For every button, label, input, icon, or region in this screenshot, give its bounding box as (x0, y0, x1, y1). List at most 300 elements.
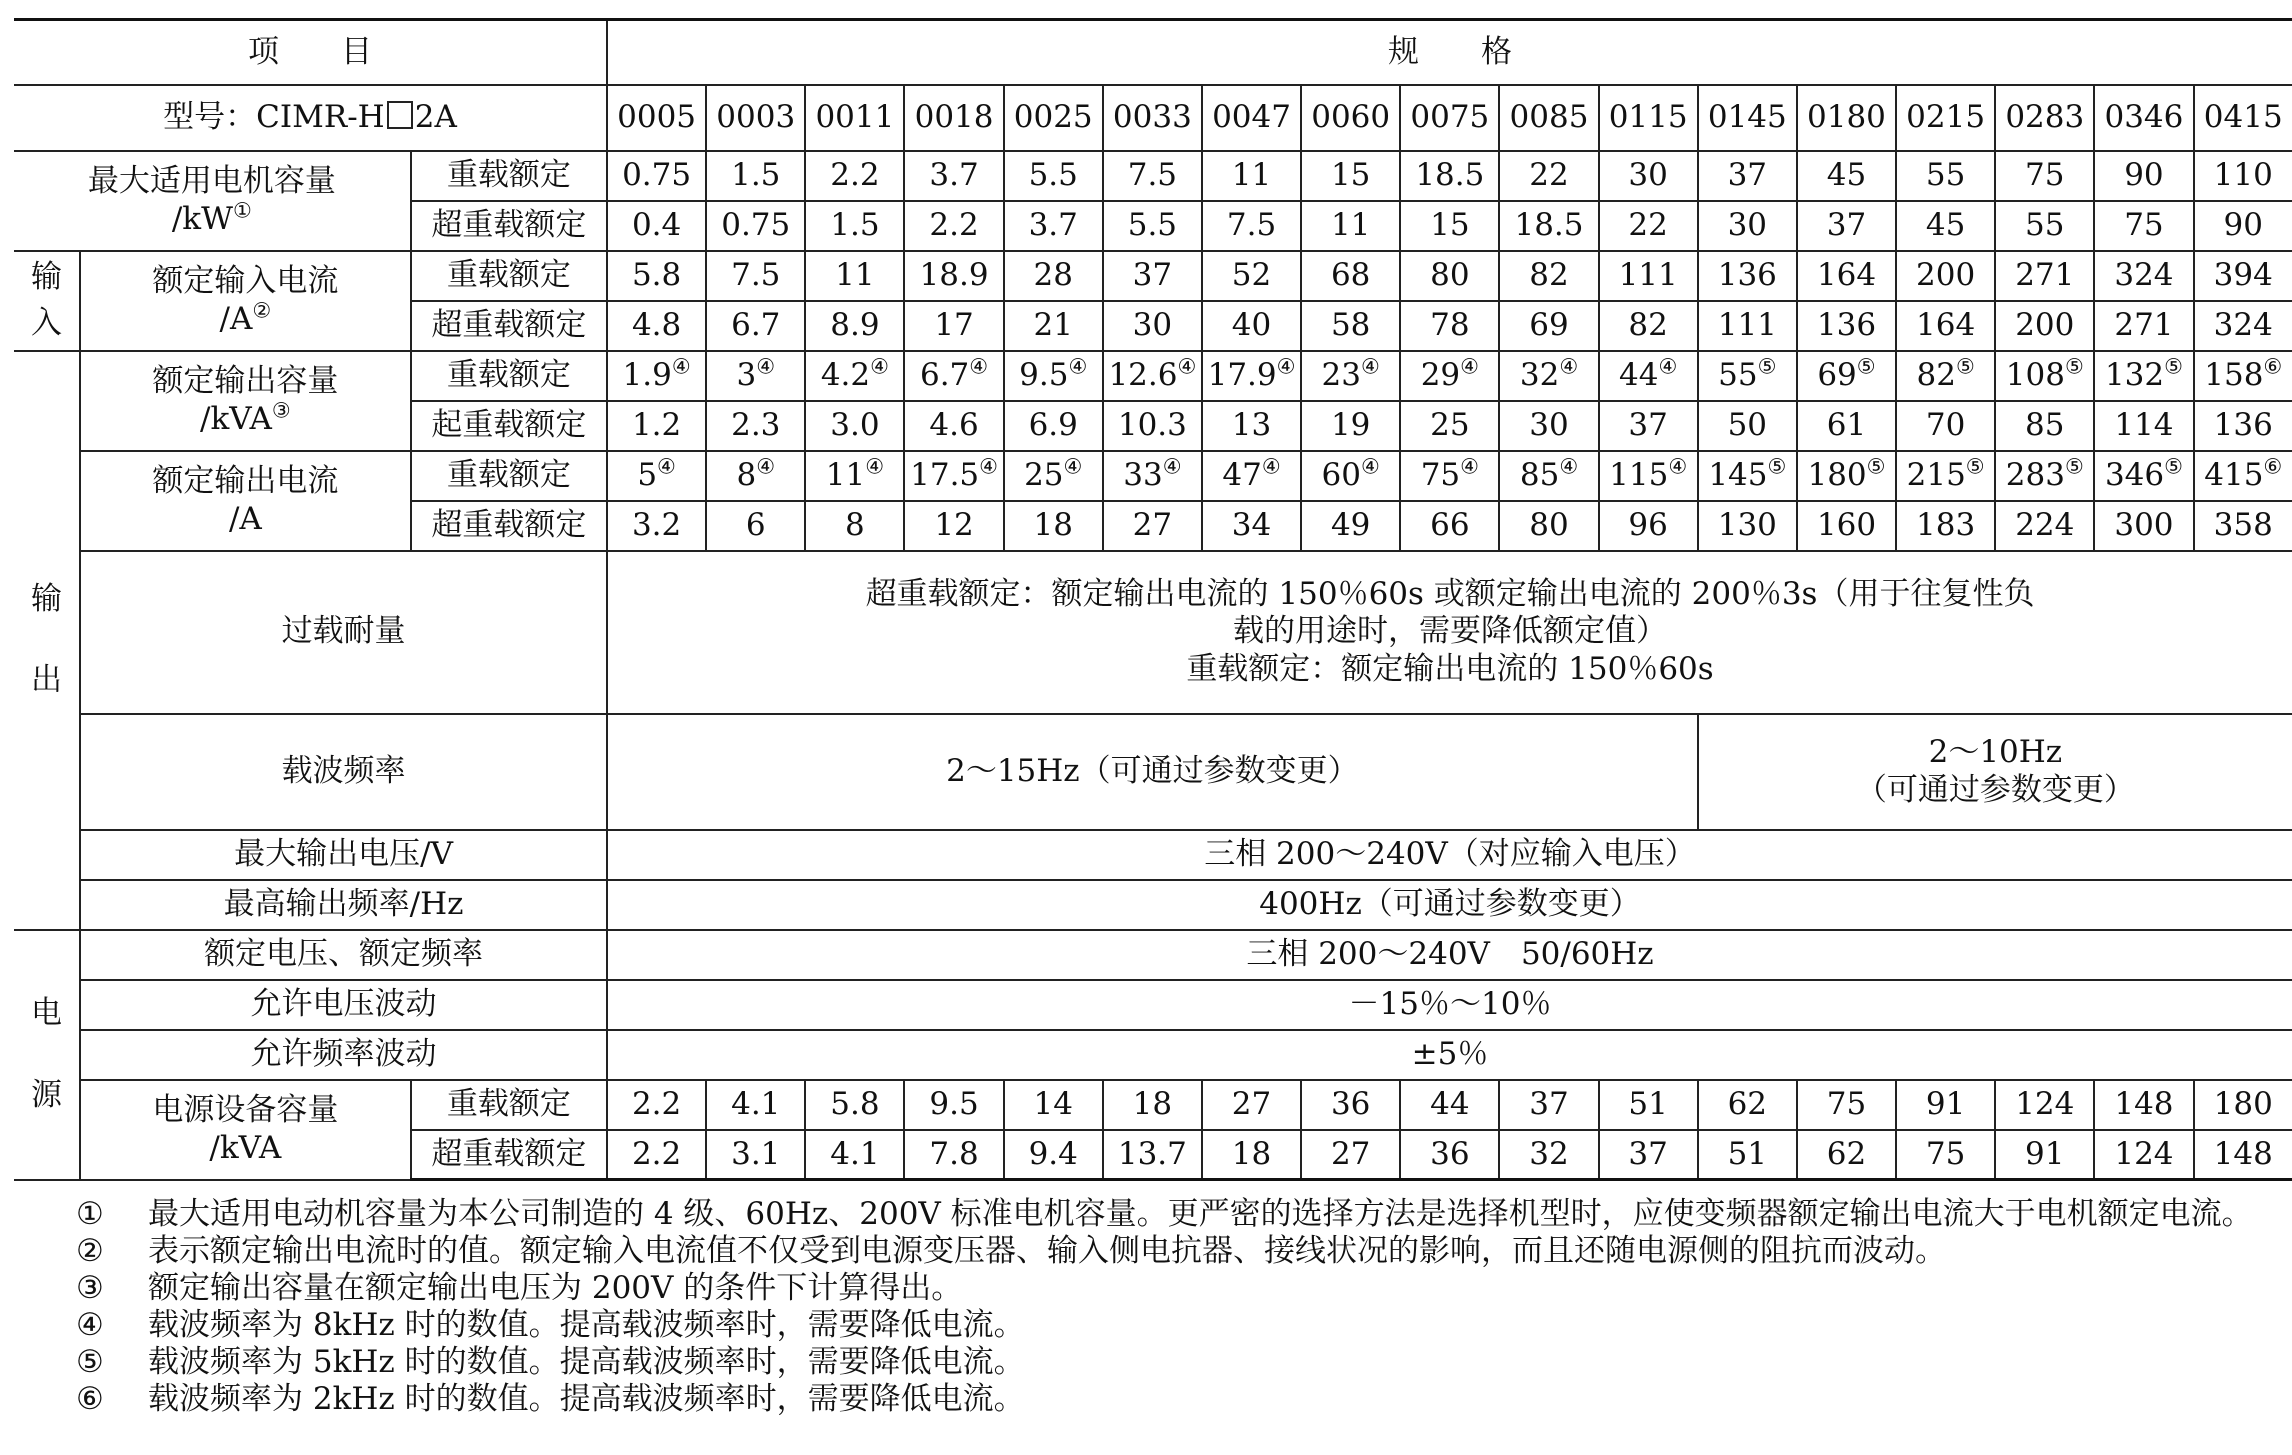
cell-value: 11 (825, 456, 866, 493)
value-cell (607, 451, 706, 501)
cell-value: 3.2 (631, 506, 682, 543)
value-cell (2094, 351, 2193, 401)
input-current-unit: /A (219, 300, 253, 337)
value-cell (1202, 251, 1301, 301)
value-cell (1499, 151, 1598, 201)
cell-value: 2.2 (830, 156, 880, 193)
value-cell (904, 501, 1003, 551)
footnote-mark: ④ (1460, 454, 1479, 479)
input-current-label (80, 251, 411, 351)
cell-value: 8.9 (830, 306, 880, 343)
heavy-rating-label: 重载额定 (411, 251, 607, 301)
value-cell (1301, 1080, 1400, 1130)
value-cell (1499, 251, 1598, 301)
cell-value: 7.8 (929, 1135, 979, 1172)
value-cell (706, 351, 805, 401)
cell-value: 47 (1222, 456, 1262, 493)
value-cell (1995, 401, 2094, 451)
cell-value: 40 (1231, 306, 1272, 343)
header-item: 项 目 (14, 20, 607, 85)
footnote-mark: ⑤ (1955, 354, 1975, 379)
footnote-number: ⑤ (76, 1344, 104, 1380)
value-cell (1202, 351, 1301, 401)
footnote-mark: ④ (671, 354, 691, 379)
model-label-suffix: 2A (414, 98, 457, 135)
footnote-mark: ④ (657, 454, 676, 479)
output-capacity-unit: /kVA (200, 400, 272, 437)
value-cell (1499, 351, 1598, 401)
value-cell (1301, 401, 1400, 451)
cell-value: 44 (1619, 356, 1659, 393)
model-cell (904, 85, 1003, 151)
power-capacity-unit: /kVA (209, 1129, 282, 1166)
footnote-mark: ⑤ (1757, 354, 1777, 379)
cell-value: 148 (2114, 1085, 2174, 1122)
value-cell (1797, 501, 1896, 551)
value-cell (1499, 201, 1598, 251)
cell-value: 108 (2005, 356, 2065, 393)
value-cell (1103, 251, 1202, 301)
value-cell (1797, 201, 1896, 251)
value-cell (1400, 501, 1499, 551)
cell-value: 27 (1231, 1085, 1272, 1122)
input-current-label-1: 额定输入电流 (152, 263, 339, 300)
volt-fluct-label: 允许电压波动 (80, 980, 607, 1030)
cell-value: 18 (1231, 1135, 1272, 1172)
value-cell (1797, 1080, 1896, 1130)
value-cell (1797, 351, 1896, 401)
cell-value: 0011 (815, 98, 895, 135)
value-cell (1400, 151, 1499, 201)
value-cell (1896, 451, 1995, 501)
cell-value: 0075 (1410, 98, 1490, 135)
cell-value: 7.5 (1226, 206, 1277, 243)
cell-value: 0283 (2005, 98, 2085, 135)
model-cell (706, 85, 805, 151)
value-cell (1599, 251, 1698, 301)
footnote-mark: ④ (1063, 454, 1083, 479)
value-cell (1004, 501, 1103, 551)
cell-value: 19 (1330, 406, 1371, 443)
value-cell (1400, 201, 1499, 251)
cell-value: 0085 (1509, 98, 1589, 135)
cell-value: 75 (1420, 456, 1461, 493)
footnote-text: 载波频率为 2kHz 时的数值。提高载波频率时，需要降低电流。 (148, 1381, 1025, 1417)
footnote-mark: ④ (979, 454, 998, 479)
footnote (76, 1196, 2276, 1233)
cell-value: 0.75 (622, 156, 692, 193)
value-cell (1995, 251, 2094, 301)
value-cell (2194, 1080, 2292, 1130)
cell-value: 0025 (1013, 98, 1093, 135)
cell-value: 271 (2114, 306, 2174, 343)
cell-value: 4.1 (830, 1135, 880, 1172)
cell-value: 18.5 (1415, 156, 1485, 193)
cell-value: 4.8 (631, 306, 682, 343)
value-cell (1004, 301, 1103, 351)
group-char: 源 (31, 1076, 63, 1113)
cell-value: 34 (1231, 506, 1272, 543)
cell-value: 91 (1925, 1085, 1966, 1122)
cell-value: 215 (1906, 456, 1966, 493)
cell-value: 17 (934, 306, 974, 343)
cell-value: 21 (1033, 306, 1073, 343)
value-cell (1202, 501, 1301, 551)
value-cell (1301, 301, 1400, 351)
carrier-high-line: （可通过参数变更） (1855, 771, 2135, 808)
value-cell (1698, 251, 1797, 301)
cell-value: 164 (1816, 256, 1877, 293)
footnote-mark: ④ (1276, 354, 1296, 379)
footnote-mark: ⑤ (2064, 454, 2084, 479)
value-cell (1301, 1130, 1400, 1180)
value-cell (1301, 501, 1400, 551)
value-cell (1103, 451, 1202, 501)
value-cell (706, 201, 805, 251)
cell-value: 358 (2213, 506, 2273, 543)
value-cell (706, 401, 805, 451)
footnote-mark: ④ (1068, 354, 1088, 379)
cell-value: 37 (1727, 156, 1768, 193)
max-voltage-value: 三相 200～240V（对应输入电压） (607, 830, 2292, 880)
output-current-unit: /A (228, 500, 262, 537)
header-spec: 规 格 (607, 20, 2292, 85)
value-cell (904, 401, 1003, 451)
cell-value: 9.5 (1019, 356, 1069, 393)
cell-value: 1.2 (631, 406, 682, 443)
cell-value: 9.5 (929, 1085, 979, 1122)
cell-value: 5.5 (1028, 156, 1078, 193)
table-row (14, 251, 2292, 301)
footnote-mark: ④ (1261, 454, 1281, 479)
value-cell (904, 151, 1003, 201)
value-cell (1698, 401, 1797, 451)
cell-value: 200 (1916, 256, 1976, 293)
value-cell (1698, 1130, 1797, 1180)
cell-value: 283 (2005, 456, 2065, 493)
footnote-text: 载波频率为 5kHz 时的数值。提高载波频率时，需要降低电流。 (148, 1344, 1025, 1380)
value-cell (1698, 351, 1797, 401)
placeholder-box-icon (387, 101, 413, 129)
cell-value: 27 (1132, 506, 1173, 543)
cell-value: 85 (1519, 456, 1560, 493)
cell-value: 58 (1330, 306, 1371, 343)
value-cell (2194, 501, 2292, 551)
cell-value: 0060 (1311, 98, 1391, 135)
cell-value: 22 (1628, 206, 1668, 243)
cell-value: 124 (2015, 1085, 2075, 1122)
value-cell (1896, 251, 1995, 301)
cell-value: 60 (1321, 456, 1361, 493)
overload-value (607, 551, 2292, 714)
value-cell (2094, 401, 2193, 451)
footnote-mark: ④ (756, 354, 776, 379)
value-cell (706, 151, 805, 201)
model-cell (1202, 85, 1301, 151)
cell-value: 45 (1826, 156, 1867, 193)
table-row (14, 351, 2292, 401)
volt-fluct-value: －15％～10％ (607, 980, 2292, 1030)
cell-value: 15 (1330, 156, 1371, 193)
value-cell (1599, 451, 1698, 501)
group-input (14, 251, 80, 351)
cell-value: 82 (1628, 306, 1668, 343)
cell-value: 30 (1628, 156, 1668, 193)
footnote-mark: ④ (1559, 454, 1579, 479)
table-row (14, 880, 2292, 930)
value-cell (1599, 401, 1698, 451)
value-cell (2094, 451, 2193, 501)
value-cell (1698, 151, 1797, 201)
table-row (14, 1030, 2292, 1080)
value-cell (805, 1130, 904, 1180)
cell-value: 7.5 (731, 256, 781, 293)
footnote-mark: ⑥ (2263, 354, 2283, 379)
value-cell (607, 1130, 706, 1180)
cell-value: 90 (2223, 206, 2263, 243)
value-cell (904, 451, 1003, 501)
overload-line: 超重载额定：额定输出电流的 150％60s 或额定输出电流的 200％3s（用于往复性负 (865, 576, 2035, 613)
cell-value: 62 (1727, 1085, 1768, 1122)
value-cell (2094, 201, 2193, 251)
value-cell (1400, 451, 1499, 501)
table-row (14, 830, 2292, 880)
cell-value: 55 (1925, 156, 1966, 193)
value-cell (1004, 451, 1103, 501)
footnote-number: ② (76, 1233, 104, 1269)
value-cell (1004, 351, 1103, 401)
value-cell (1499, 301, 1598, 351)
cell-value: 2.3 (731, 406, 781, 443)
cell-value: 22 (1529, 156, 1569, 193)
value-cell (1797, 1130, 1896, 1180)
heavy-rating-label: 重载额定 (411, 351, 607, 401)
cell-value: 62 (1826, 1135, 1867, 1172)
cell-value: 36 (1330, 1085, 1371, 1122)
cell-value: 2.2 (631, 1135, 682, 1172)
overload-line: 重载额定：额定输出电流的 150％60s (1186, 650, 1714, 687)
footnote-number: ③ (76, 1270, 104, 1306)
footnote-mark: ④ (1559, 354, 1579, 379)
cell-value: 6.9 (1028, 406, 1078, 443)
model-cell (1995, 85, 2094, 151)
cell-value: 111 (1618, 256, 1678, 293)
cell-value: 18 (1132, 1085, 1173, 1122)
cell-value: 37 (1628, 1135, 1668, 1172)
cell-value: 91 (2025, 1135, 2065, 1172)
cell-value: 180 (1807, 456, 1867, 493)
model-cell (2094, 85, 2193, 151)
cell-value: 18.5 (1514, 206, 1584, 243)
cell-value: 30 (1727, 206, 1768, 243)
overload-line: 载的用途时，需要降低额定值） (1233, 613, 1667, 650)
power-capacity-label-1: 电源设备容量 (152, 1092, 339, 1129)
cell-value: 11 (1330, 206, 1371, 243)
cell-value: 51 (1628, 1085, 1668, 1122)
cell-value: 18 (1033, 506, 1073, 543)
cell-value: 1.5 (731, 156, 781, 193)
cell-value: 52 (1231, 256, 1272, 293)
cell-value: 1.9 (622, 356, 672, 393)
cell-value: 0415 (2203, 98, 2283, 135)
cell-value: 80 (1529, 506, 1569, 543)
value-cell (607, 301, 706, 351)
motor-capacity-label-1: 最大适用电机容量 (87, 163, 336, 200)
cell-value: 69 (1817, 356, 1857, 393)
value-cell (2094, 251, 2193, 301)
value-cell (1103, 201, 1202, 251)
motor-capacity-label (14, 151, 411, 251)
rated-vf-value: 三相 200～240V 50/60Hz (607, 930, 2292, 980)
group-output (14, 351, 80, 930)
value-cell (904, 301, 1003, 351)
value-cell (706, 301, 805, 351)
value-cell (706, 251, 805, 301)
cell-value: 75 (2124, 206, 2164, 243)
cell-value: 115 (1609, 456, 1669, 493)
footnote-text: 表示额定输出电流时的值。额定输入电流值不仅受到电源变压器、输入侧电抗器、接线状况的影响，而且还随电源侧的阻抗而波动。 (148, 1233, 1946, 1269)
cell-value: 5.8 (830, 1085, 880, 1122)
cell-value: 17.5 (910, 456, 980, 493)
value-cell (607, 401, 706, 451)
carrier-high-line: 2～10Hz (1928, 734, 2063, 771)
freq-fluct-label: 允许频率波动 (80, 1030, 607, 1080)
cell-value: 25 (1024, 456, 1064, 493)
cell-value: 80 (1430, 256, 1470, 293)
super-rating-label: 起重载额定 (411, 401, 607, 451)
cell-value: 5.8 (631, 256, 682, 293)
cell-value: 110 (2213, 156, 2273, 193)
value-cell (1896, 1130, 1995, 1180)
cell-value: 394 (2213, 256, 2273, 293)
footnote-mark: ④ (1668, 454, 1688, 479)
value-cell (1995, 451, 2094, 501)
value-cell (1400, 251, 1499, 301)
value-cell (1103, 501, 1202, 551)
cell-value: 37 (1628, 406, 1668, 443)
value-cell (1499, 401, 1598, 451)
value-cell (1103, 401, 1202, 451)
footnote-number: ① (76, 1196, 104, 1232)
cell-value: 158 (2204, 356, 2264, 393)
cell-value: 130 (1717, 506, 1777, 543)
model-cell (1400, 85, 1499, 151)
value-cell (2094, 301, 2193, 351)
group-char: 电 (31, 995, 63, 1032)
value-cell (607, 151, 706, 201)
value-cell (607, 501, 706, 551)
value-cell (1103, 301, 1202, 351)
cell-value: 49 (1330, 506, 1371, 543)
value-cell (1896, 201, 1995, 251)
cell-value: 111 (1717, 306, 1777, 343)
cell-value: 70 (1925, 406, 1966, 443)
table-row (14, 980, 2292, 1030)
footnote-text: 额定输出容量在额定输出电压为 200V 的条件下计算得出。 (148, 1270, 963, 1306)
value-cell (1400, 1130, 1499, 1180)
cell-value: 90 (2124, 156, 2164, 193)
cell-value: 300 (2114, 506, 2174, 543)
model-cell (1599, 85, 1698, 151)
cell-value: 3.7 (929, 156, 979, 193)
cell-value: 11 (835, 256, 875, 293)
cell-value: 30 (1132, 306, 1173, 343)
value-cell (2194, 251, 2292, 301)
cell-value: 145 (1708, 456, 1768, 493)
footnote-mark: ⑤ (2164, 454, 2183, 479)
value-cell (1004, 251, 1103, 301)
value-cell (1995, 501, 2094, 551)
value-cell (1995, 151, 2094, 201)
cell-value: 51 (1727, 1135, 1768, 1172)
power-capacity-label (80, 1080, 411, 1180)
cell-value: 36 (1430, 1135, 1470, 1172)
cell-value: 6.7 (919, 356, 970, 393)
model-label (14, 85, 607, 151)
footnote-mark: ① (232, 198, 252, 223)
value-cell (1301, 201, 1400, 251)
output-current-label (80, 451, 411, 551)
value-cell (1004, 1130, 1103, 1180)
value-cell (805, 201, 904, 251)
value-cell (607, 251, 706, 301)
value-cell (2094, 1080, 2193, 1130)
footnote-mark: ⑤ (1767, 454, 1787, 479)
footnote-mark: ④ (1162, 454, 1182, 479)
value-cell (904, 1080, 1003, 1130)
cell-value: 5.5 (1127, 206, 1178, 243)
cell-value: 346 (2104, 456, 2165, 493)
value-cell (1004, 401, 1103, 451)
value-cell (1896, 151, 1995, 201)
group-char: 出 (31, 662, 63, 698)
output-capacity-label-1: 额定输出容量 (152, 363, 339, 400)
cell-value: 61 (1826, 406, 1867, 443)
value-cell (2094, 151, 2193, 201)
cell-value: 33 (1123, 456, 1163, 493)
cell-value: 4.6 (929, 406, 979, 443)
cell-value: 12 (934, 506, 974, 543)
value-cell (1896, 351, 1995, 401)
value-cell (1202, 401, 1301, 451)
value-cell (2194, 451, 2292, 501)
cell-value: 0.75 (721, 206, 791, 243)
value-cell (1896, 501, 1995, 551)
value-cell (1995, 301, 2094, 351)
footnote (76, 1344, 2276, 1381)
value-cell (706, 451, 805, 501)
footnote-mark: ④ (865, 454, 885, 479)
cell-value: 0215 (1906, 98, 1986, 135)
cell-value: 0145 (1707, 98, 1787, 135)
cell-value: 82 (1916, 356, 1956, 393)
value-cell (1499, 1080, 1598, 1130)
model-label-prefix: 型号：CIMR-H (163, 98, 385, 135)
value-cell (2194, 151, 2292, 201)
super-rating-label: 超重载额定 (411, 301, 607, 351)
value-cell (1202, 301, 1301, 351)
header-row (14, 20, 2292, 85)
cell-value: 114 (2114, 406, 2174, 443)
cell-value: 4.2 (820, 356, 871, 393)
value-cell (904, 1130, 1003, 1180)
value-cell (1698, 451, 1797, 501)
carrier-high-value (1698, 714, 2292, 830)
value-cell (706, 1080, 805, 1130)
cell-value: 50 (1727, 406, 1768, 443)
value-cell (1995, 201, 2094, 251)
cell-value: 85 (2025, 406, 2065, 443)
